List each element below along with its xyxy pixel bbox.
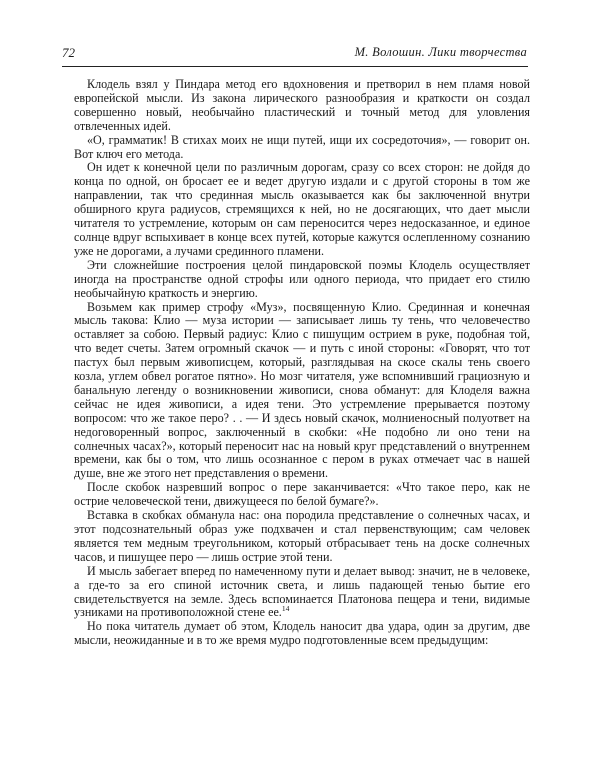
header-rule [62, 66, 528, 67]
paragraph: Возьмем как пример строфу «Муз», посвященную Клио. Срединная и конечная мысль такова: Клио — муза истории — записывает лишь ту тень, что человечество оставляет за собою. Первый радиус: Клио с пишущим острием в руке, подобная той, что ведет счеты. Затем огромный скачок — и путь с иной стороны: «Говорят, что тот пастух был первым живописцем, который, разглядывая на скосе скалы тень своего козла, углем обвел рогатое пятно». Но мозг читателя, уже вспомнивший грациозную и банальную легенду о возникновении живописи, снова обманут: для Клоделя важна сейчас не идея живописи, а идея тени. Это устремление прерывается поэтому вопросом: что же такое перо? . . — И здесь новый скачок, молниеносный полуответ на недоговоренный вопрос, заключенный в скобки: «Не подобно ли оно тени на солнечных часах?», который переносит нас на новый круг представлений о внутреннем времени, как бы о том, что лишь осознанное с пером в руках отмечает час в нашей душе, вне же этого нет представления о времени. [74, 299, 530, 481]
paragraph: Эти сложнейшие построения целой пиндаровской поэмы Клодель осуществляет иногда на пространстве одной строфы или одного периода, что придает его стилю необычайную краткость и энергию. [74, 257, 530, 300]
paragraph: Клодель взял у Пиндара метод его вдохновения и претворил в нем пламя новой европейской мысли. Из закона лирического разнообразия и краткости он создал совершенно новый, необычайно пластический и точный метод для уловления отвлеченных идей. [74, 77, 530, 133]
paragraph: Он идет к конечной цели по различным дорогам, сразу со всех сторон: не дойдя до конца по одной, он бросает ее и ведет другую издали и с другой стороны в том же направлении, так что срединная мысль оказывается как бы заключенной внутри обширного круга радиусов, стремящихся к ней, но не досягающих, что дает мысли читателя то устремление, которым он сам переносится через недосказанное, и единое солнце вдруг вспыхивает в конце всех путей, которые кажутся ослепленному сознанию уже не дорогами, а лучами срединного пламени. [74, 160, 530, 258]
paragraph-text: И мысль забегает вперед по намеченному пути и делает вывод: значит, не в человеке, а где-то за его спиной источник света, и лишь падающей тенью бытие его свидетельствуется на земле. Здесь вспоминается Платонова пещера и тени, видимые узниками на противоположной стене ее. [74, 563, 530, 620]
running-title: М. Волошин. Лики творчества [354, 45, 527, 59]
page-number: 72 [62, 45, 75, 60]
paragraph: Вставка в скобках обманула нас: она породила представление о солнечных часах, и этот подсознательный образ уже подхвачен и стал первенствующим; сам человек является тем медным треугольником, который отбрасывает тень на доске солнечных часов, и пишущее перо — лишь острие этой тени. [74, 508, 530, 564]
paragraph [74, 565, 530, 621]
paragraph: «О, грамматик! В стихах моих не ищи путей, ищи их сосредоточия», — говорит он. Вот ключ его метода. [74, 132, 530, 161]
footnote-marker[interactable]: 14 [281, 604, 290, 614]
paragraph: После скобок назревший вопрос о пере заканчивается: «Что такое перо, как не острие человеческой тени, движущееся по белой бумаге?». [74, 480, 530, 509]
page-header [62, 45, 527, 63]
body-text [74, 78, 530, 648]
paragraph: Но пока читатель думает об этом, Клодель наносит два удара, один за другим, две мысли, неожиданные и в то же время мудро подготовленные всем предыдущим: [74, 619, 530, 648]
